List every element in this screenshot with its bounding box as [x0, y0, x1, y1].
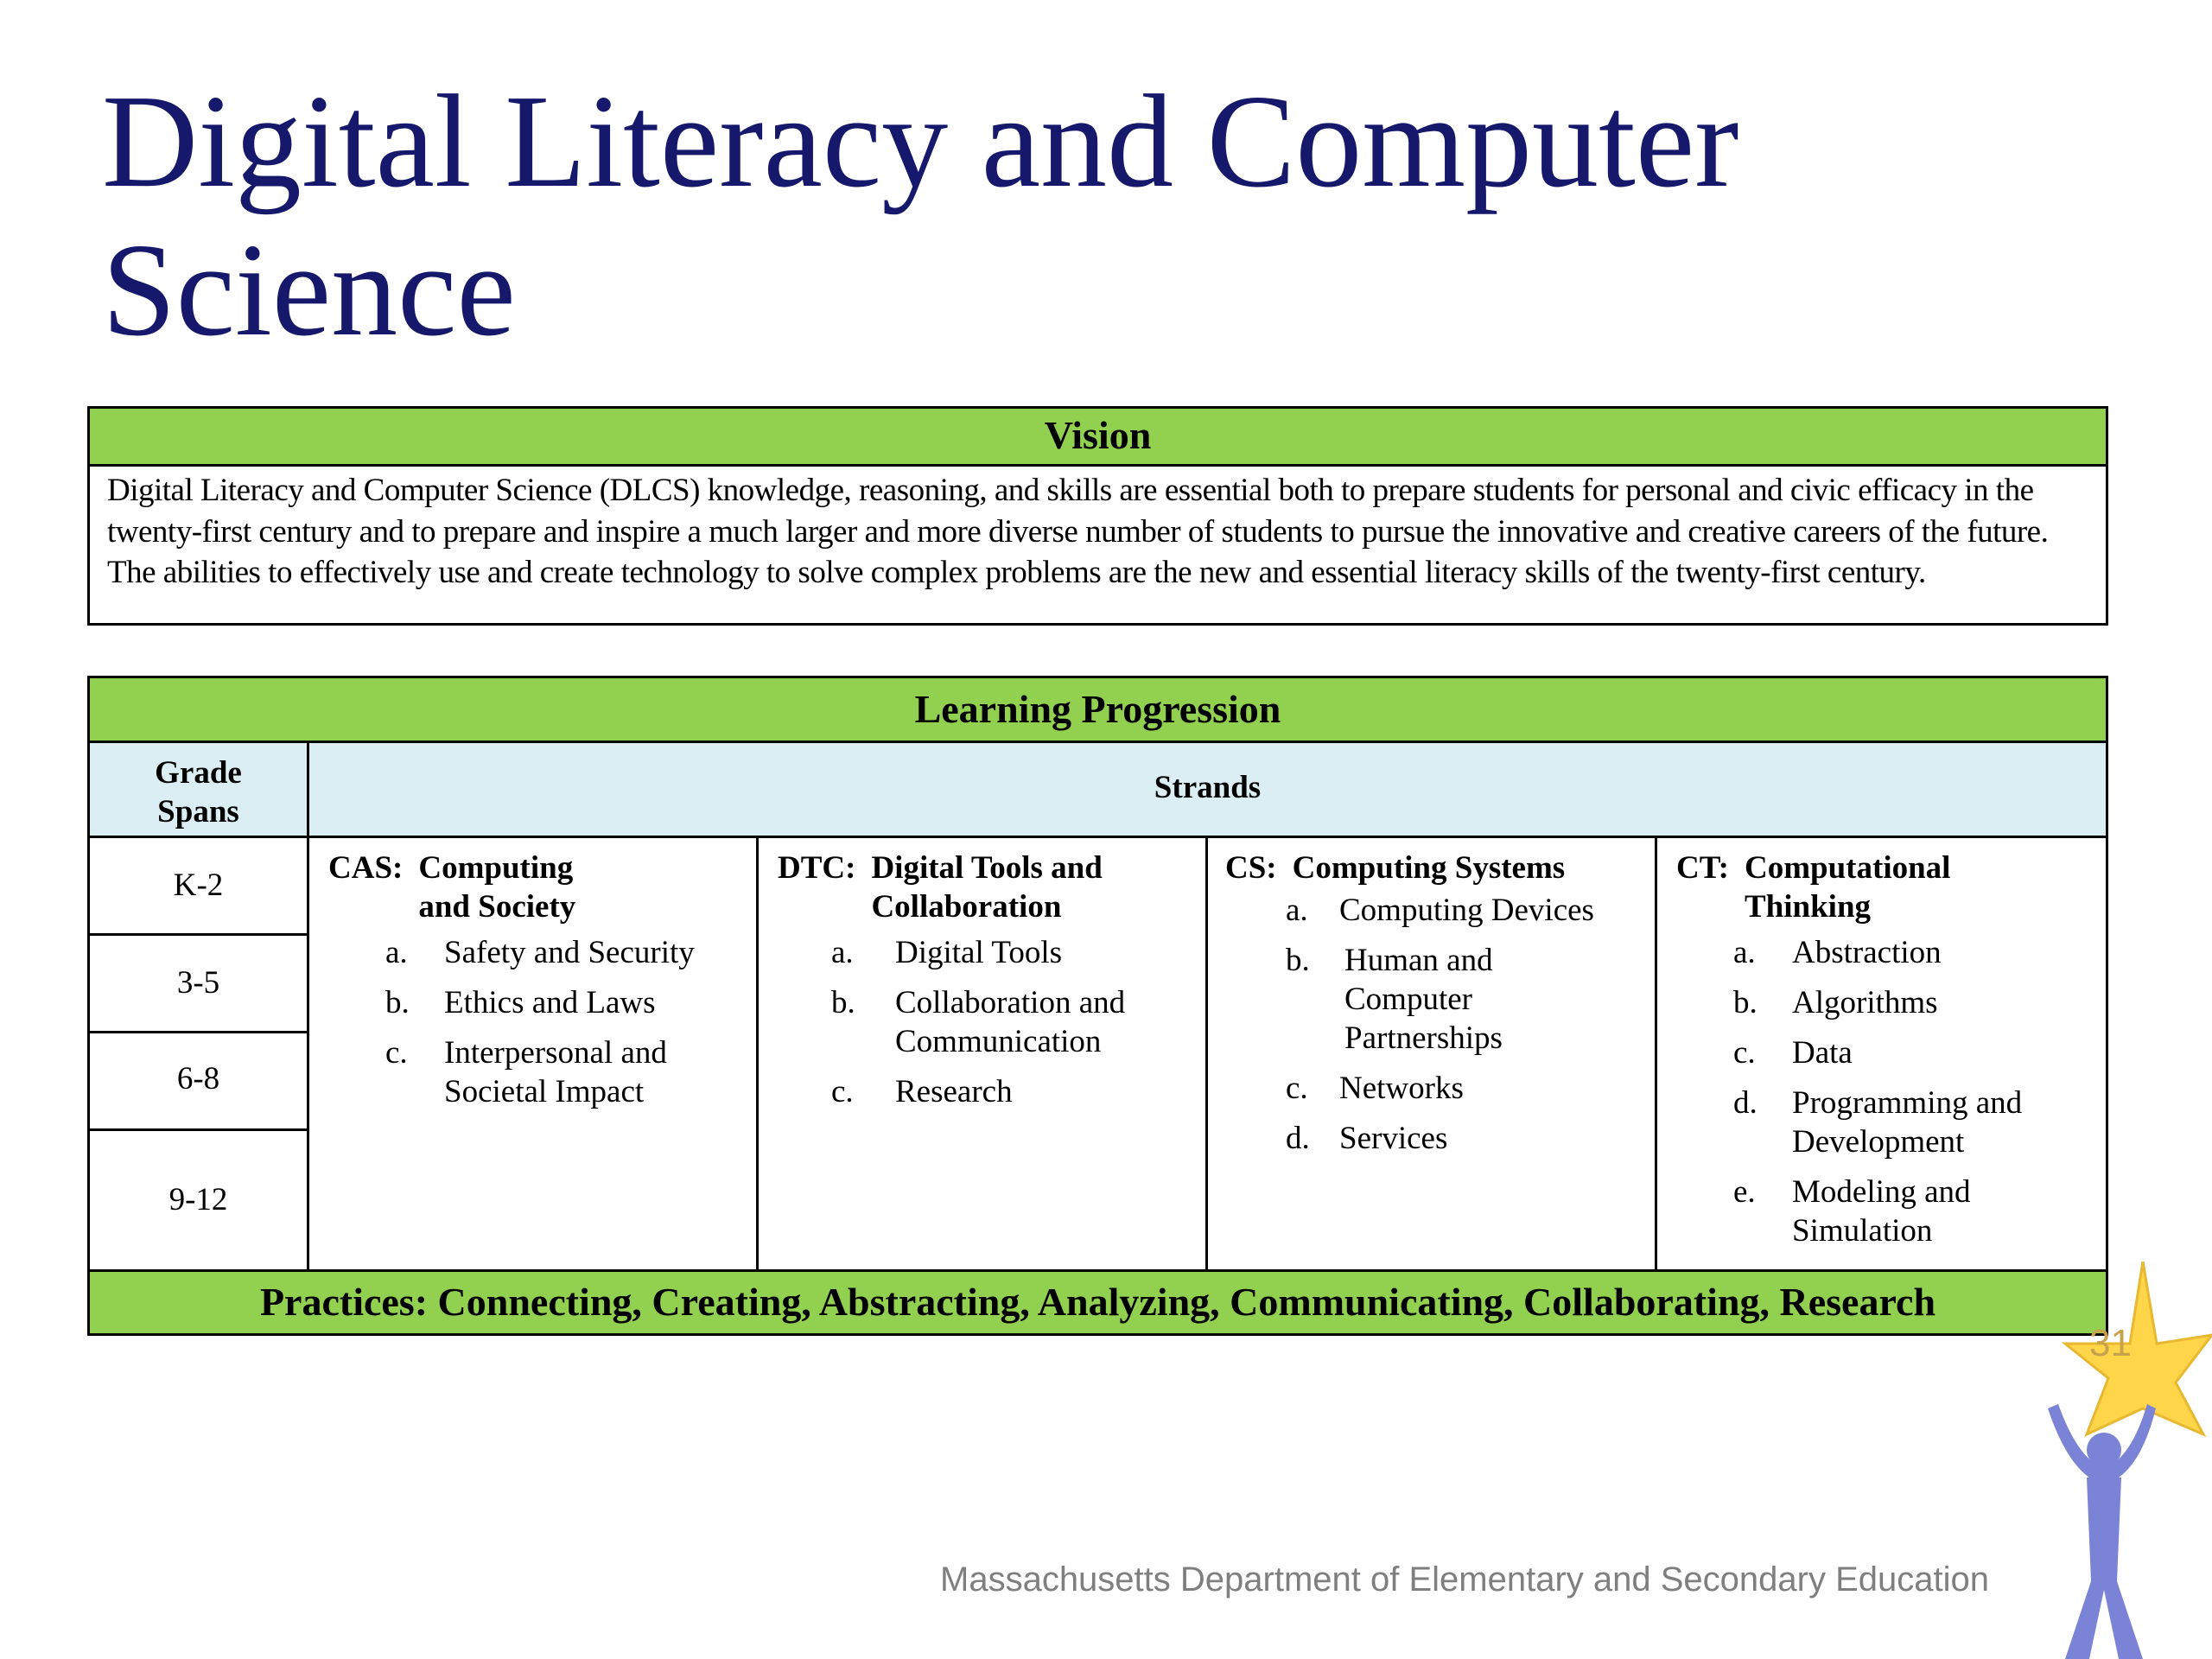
strand-item-list [1676, 933, 2106, 1250]
item-label: Computing Devices [1339, 893, 1594, 928]
item-letter: d. [1286, 1121, 1310, 1156]
item-label: Programming and Development [1792, 1085, 2023, 1160]
item-letter: b. [831, 985, 855, 1020]
list-item [1286, 1119, 1655, 1158]
footer-organization: Massachusetts Department of Elementary and Secondary Education [940, 1560, 1989, 1599]
list-item [385, 933, 756, 972]
strand-name: Computational Thinking [1744, 850, 1951, 925]
item-letter: a. [831, 935, 854, 970]
learning-progression-heading: Learning Progression [90, 678, 2106, 743]
strand-name: Computing and Society [418, 850, 576, 925]
list-item [1733, 933, 2106, 972]
vision-box [87, 406, 2108, 626]
practices-bar: Practices: Connecting, Creating, Abstracting, Analyzing, Communicating, Collaborating, Research [90, 1269, 2106, 1333]
strand-title [1676, 849, 2106, 926]
grade-span-cell: 6-8 [90, 1033, 309, 1131]
learning-progression-table [87, 676, 2108, 1336]
item-letter: a. [1733, 935, 1756, 970]
figure-body [2065, 1478, 2143, 1659]
item-letter: b. [1733, 985, 1758, 1020]
strand-title [328, 849, 756, 926]
strand-abbr: CS: [1225, 850, 1277, 886]
list-item [1733, 1033, 2106, 1072]
strand-item-list [328, 933, 756, 1111]
item-label: Abstraction [1792, 935, 1942, 970]
item-letter: c. [1733, 1035, 1756, 1071]
strand-name: Computing Systems [1292, 850, 1566, 886]
vision-heading: Vision [90, 409, 2106, 467]
item-letter: b. [1286, 943, 1310, 978]
item-letter: a. [385, 935, 408, 970]
strand-title [778, 849, 1205, 926]
list-item [385, 1033, 756, 1111]
slide-title: Digital Literacy and Computer Science [102, 68, 1739, 364]
item-label: Services [1339, 1121, 1448, 1156]
figure-head [2087, 1433, 2121, 1467]
strand-column-cas [309, 838, 759, 1272]
list-item [1286, 1069, 1655, 1108]
strand-abbr: DTC: [778, 850, 856, 886]
item-label: Digital Tools [895, 935, 1063, 970]
page-number: 31 [2089, 1322, 2132, 1364]
item-letter: c. [831, 1074, 854, 1109]
item-label: Research [895, 1074, 1013, 1109]
grade-spans-header-text: Grade Spans [155, 755, 242, 830]
item-label: Collaboration and Communication [895, 985, 1126, 1059]
item-label: Interpersonal and Societal Impact [444, 1035, 667, 1109]
item-label: Modeling and Simulation [1792, 1174, 1971, 1249]
item-letter: c. [385, 1035, 408, 1071]
list-item [831, 983, 1205, 1061]
list-item [1733, 983, 2106, 1022]
list-item [831, 933, 1205, 972]
strand-abbr: CT: [1676, 850, 1729, 886]
strand-item-list [1225, 891, 1655, 1158]
star-shape [2065, 1262, 2212, 1434]
item-letter: a. [1286, 893, 1308, 928]
strand-item-list [778, 933, 1205, 1111]
grade-span-cell: 9-12 [90, 1131, 309, 1272]
list-item [1286, 891, 1655, 930]
item-label: Data [1792, 1035, 1853, 1071]
grade-spans-header [90, 743, 309, 838]
item-label: Networks [1339, 1071, 1464, 1106]
strand-column-ct [1657, 838, 2106, 1272]
strand-column-cs [1208, 838, 1657, 1272]
item-letter: e. [1733, 1174, 1756, 1210]
item-letter: d. [1733, 1085, 1758, 1121]
strand-name: Digital Tools and Collaboration [871, 850, 1103, 925]
list-item [1733, 1173, 2106, 1250]
strand-title [1225, 849, 1655, 887]
item-letter: c. [1286, 1071, 1308, 1106]
strand-abbr: CAS: [328, 850, 404, 886]
item-label: Safety and Security [444, 935, 695, 970]
item-label: Algorithms [1792, 985, 1938, 1020]
list-item [1733, 1084, 2106, 1161]
strands-header: Strands [309, 743, 2106, 838]
vision-text: Digital Literacy and Computer Science (DLCS) knowledge, reasoning, and skills are essential both to prepare students for personal and civic efficacy in the twenty-first century and to prepare and inspire a much larger and more diverse number of students to pursue the innovative and creative careers of the future. The abilities to effectively use and create technology to solve complex problems are the new and essential literacy skills of the twenty-first century. [107, 473, 2049, 590]
item-label: Human and Computer Partnerships [1344, 943, 1503, 1056]
list-item [831, 1072, 1205, 1111]
list-item [385, 983, 756, 1022]
grade-span-cell: K-2 [90, 838, 309, 936]
star-holding-figure-icon [2013, 1262, 2212, 1659]
strand-column-dtc [759, 838, 1208, 1272]
item-label: Ethics and Laws [444, 985, 656, 1020]
list-item [1286, 941, 1655, 1058]
item-letter: b. [385, 985, 410, 1020]
grade-span-cell: 3-5 [90, 936, 309, 1033]
